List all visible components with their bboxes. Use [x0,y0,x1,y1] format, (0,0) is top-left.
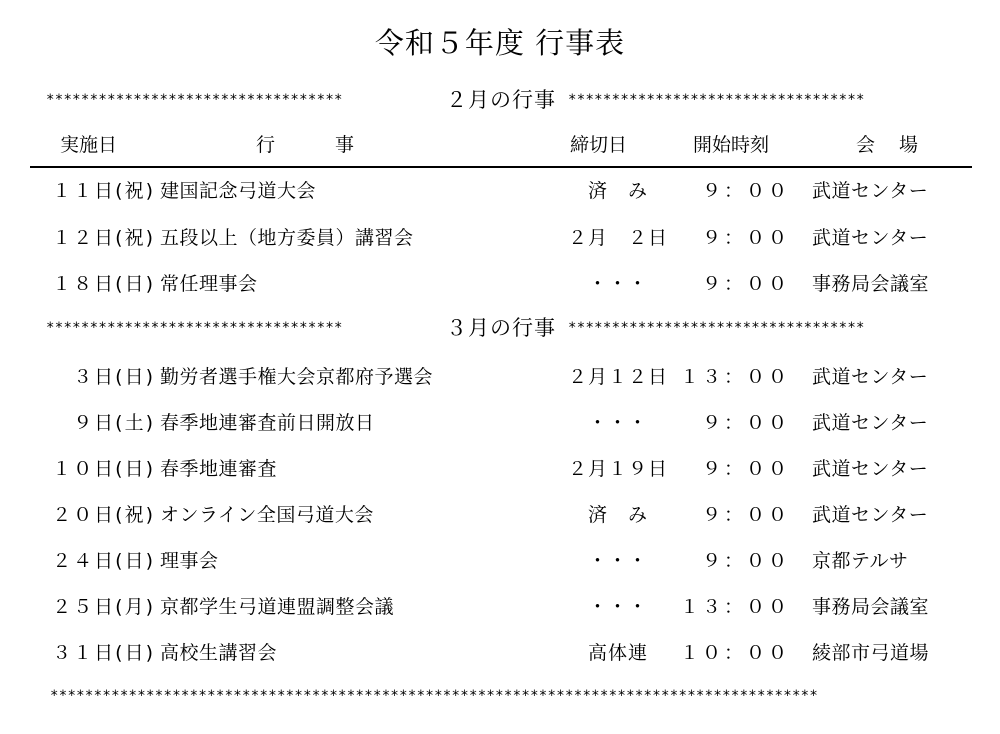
column-header-start-time: 開始時刻 [693,134,770,156]
divider-stars-left: ********************************** [46,320,343,336]
row-deadline: ２月 ２日 [567,227,668,249]
row-event: 京都学生弓道連盟調整会議 [160,596,395,618]
row-start-time: ９：００ [701,412,790,434]
row-venue: 事務局会議室 [812,273,930,295]
row-start-time: １０：００ [679,642,790,664]
row-deadline: 高体連 [587,642,648,664]
divider-stars-right: ********************************** [568,320,865,336]
row-deadline: ２月１９日 [567,458,668,480]
row-date: ２４日(日) [52,550,155,572]
table-row [0,361,1000,393]
table-row [0,545,1000,577]
row-date: １１日(祝) [52,180,155,202]
row-date: ９日(土) [73,412,155,434]
row-start-time: ９：００ [701,504,790,526]
row-venue: 武道センター [812,504,929,526]
row-deadline: 済 み [587,180,648,202]
row-date: １８日(日) [52,273,155,295]
row-deadline: ・・・ [587,412,648,434]
row-event: 五段以上（地方委員）講習会 [160,227,414,249]
row-deadline: ・・・ [587,550,648,572]
table-row [0,268,1000,300]
column-header-date: 実施日 [60,134,118,156]
table-row [0,499,1000,531]
row-deadline: ・・・ [587,596,648,618]
table-row [0,453,1000,485]
column-header-deadline: 締切日 [570,134,628,156]
row-start-time: ９：００ [701,180,790,202]
section-label-february: ２月の行事 [446,88,556,112]
row-event: 常任理事会 [160,273,258,295]
divider-stars-right: ********************************** [568,92,865,108]
divider-stars-left: ********************************** [46,92,343,108]
header-rule [30,166,972,168]
row-venue: 事務局会議室 [812,596,930,618]
table-row [0,407,1000,439]
row-date: ２５日(月) [52,596,155,618]
row-start-time: ９：００ [701,227,790,249]
section-divider-march [46,316,956,340]
column-header-row [0,130,1000,160]
row-venue: 武道センター [812,458,929,480]
row-venue: 武道センター [812,227,929,249]
row-date: １２日(祝) [52,227,155,249]
row-start-time: ９：００ [701,550,790,572]
row-date: ３１日(日) [52,642,155,664]
row-event: 勤労者選手権大会京都府予選会 [160,366,434,388]
row-start-time: １３：００ [679,596,790,618]
row-date: １０日(日) [52,458,155,480]
table-row [0,637,1000,669]
row-event: 高校生講習会 [160,642,278,664]
table-row [0,591,1000,623]
row-venue: 京都テルサ [812,550,909,572]
row-deadline: ２月１２日 [567,366,668,388]
row-deadline: ・・・ [587,273,648,295]
row-deadline: 済 み [587,504,648,526]
row-start-time: ９：００ [701,458,790,480]
row-venue: 武道センター [812,366,929,388]
row-date: ３日(日) [73,366,155,388]
row-event: 春季地連審査 [160,458,278,480]
row-venue: 綾部市弓道場 [812,642,930,664]
row-event: 理事会 [160,550,219,572]
table-row [0,222,1000,254]
bottom-divider-stars: **************************************************************************************** [50,688,819,704]
column-header-venue: 会場 [856,134,943,156]
section-label-march: ３月の行事 [446,316,556,340]
row-start-time: １３：００ [679,366,790,388]
page-title: 令和５年度 行事表 [374,26,626,60]
row-venue: 武道センター [812,412,929,434]
table-row [0,175,1000,207]
row-venue: 武道センター [812,180,929,202]
row-date: ２０日(祝) [52,504,155,526]
row-event: 建国記念弓道大会 [160,180,317,202]
row-start-time: ９：００ [701,273,790,295]
row-event: 春季地連審査前日開放日 [160,412,375,434]
section-divider-february [46,88,956,112]
column-header-event: 行事 [256,134,415,156]
row-event: オンライン全国弓道大会 [160,504,374,526]
